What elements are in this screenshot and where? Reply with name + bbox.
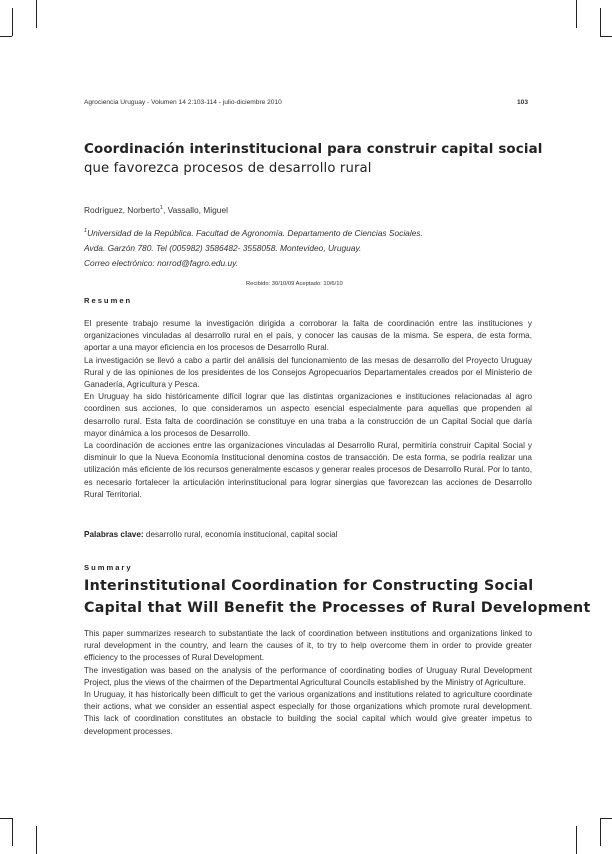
summary-heading: Summary (84, 563, 133, 572)
crop-mark (600, 818, 601, 846)
crop-mark (36, 826, 37, 854)
crop-mark (0, 818, 12, 819)
article-title-line2: que favorezca procesos de desarrollo rural (84, 161, 372, 176)
affiliation-institution: Universidad de la República. Facultad de Agronomía. Departamento de Ciencias Sociales. (87, 228, 423, 238)
resumen-paragraph: En Uruguay ha sido históricamente difícil lograr que las distintas organizaciones e instituciones relacionadas al agro coordinen sus acciones, lo que consideramos un aspecto esencial especialmente para aquellas que propenden al desarrollo rural. Esta falta de coordinación se constituye en una traba a la construcción de un Capital Social que daría mayor dinámica a los procesos de Desarrollo. (84, 392, 532, 438)
summary-paragraph: This paper summarizes research to substantiate the lack of coordination between institutions and organizations linked to rural development in the country, and learn the causes of it, to try to help overcome them in order to provide greater efficiency to the processes of Rural Development. (84, 629, 532, 663)
page-number: 103 (517, 99, 529, 106)
received-accepted-dates: Recibido: 30/10/09 Aceptado: 10/6/10 (246, 281, 343, 287)
resumen-paragraph: La coordinación de acciones entre las organizaciones vinculadas al Desarrollo Rural, permitiría construir Capital Social y disminuir lo que la Nueva Economía Institucional denomina costos de transacción. De esta forma, se podría realizar una utilización más eficiente de los recursos generalmente escasos y generar reales procesos de Desarrollo Rural. Por lo tanto, es necesario fortalecer la articulación interinstitucional para lograr sinergias que favorezcan las acciones de Desarrollo Rural Territorial. (84, 441, 532, 499)
affiliation-mark: 1 (84, 228, 88, 235)
resumen-heading: Resumen (84, 296, 133, 305)
affiliation-email: Correo electrónico: norrod@fagro.edu.uy. (84, 258, 239, 268)
summary-body (84, 628, 532, 738)
author-1-affiliation-mark: 1 (159, 205, 163, 212)
authors (84, 205, 228, 215)
keywords-text: desarrollo rural, economía institucional, capital social (143, 530, 338, 539)
crop-mark (36, 0, 37, 28)
crop-mark (600, 8, 601, 36)
crop-mark (12, 8, 13, 36)
author-1: Rodríguez, Norberto (84, 205, 160, 215)
summary-paragraph: The investigation was based on the analysis of the performance of coordinating bodies of Uruguay Rural Development Project, plus the views of the chairmen of the Departmental Agricultural Councils established by the Ministry of Agriculture. (84, 665, 532, 687)
keywords (84, 530, 338, 539)
crop-mark (0, 36, 12, 37)
english-title-line1: Interinstitutional Coordination for Constructing Social (84, 578, 534, 594)
resumen-paragraph: El presente trabajo resume la investigación dirigida a corroborar la falta de coordinación entre las instituciones y organizaciones vinculadas al desarrollo rural en el país, y conocer las causas de la misma. Se espera, de esta forma, aportar a una mayor eficiencia en los procesos de Desarrollo Rural. (84, 319, 532, 353)
crop-mark (600, 36, 612, 37)
affiliation-address: Avda. Garzón 780. Tel (005982) 3586482- 3558058. Montevideo, Uruguay. (84, 243, 362, 253)
article-title-line1: Coordinación interinstitucional para construir capital social (84, 142, 543, 157)
affiliation-line1 (84, 228, 423, 238)
crop-mark (576, 826, 577, 854)
resumen-paragraph: La investigación se llevó a cabo a partir del análisis del funcionamiento de las mesas de desarrollo del Proyecto Uruguay Rural y de las opiniones de los presidentes de los Consejos Agropecuarios Departamentales creados por el Ministerio de Ganadería, Agricultura y Pesca. (84, 355, 532, 390)
crop-mark (576, 0, 577, 28)
english-title-line2: Capital that Will Benefit the Processes of Rural Development (84, 600, 591, 616)
resumen-body (84, 318, 532, 501)
summary-paragraph: In Uruguay, it has historically been difficult to get the various organizations and institutions related to agriculture coordinate their actions, what we consider an essential aspect especially for those organizations which promote rural development. This lack of coordination constitutes an obstacle to building the social capital which would give greater impetus to development processes. (84, 690, 532, 736)
crop-mark (12, 818, 13, 846)
running-header: Agrociencia Uruguay - Volumen 14 2:103-114 - julio-diciembre 2010 (84, 99, 282, 106)
crop-mark (600, 818, 612, 819)
keywords-label: Palabras clave: (84, 530, 144, 539)
author-rest: , Vassallo, Miguel (162, 205, 228, 215)
